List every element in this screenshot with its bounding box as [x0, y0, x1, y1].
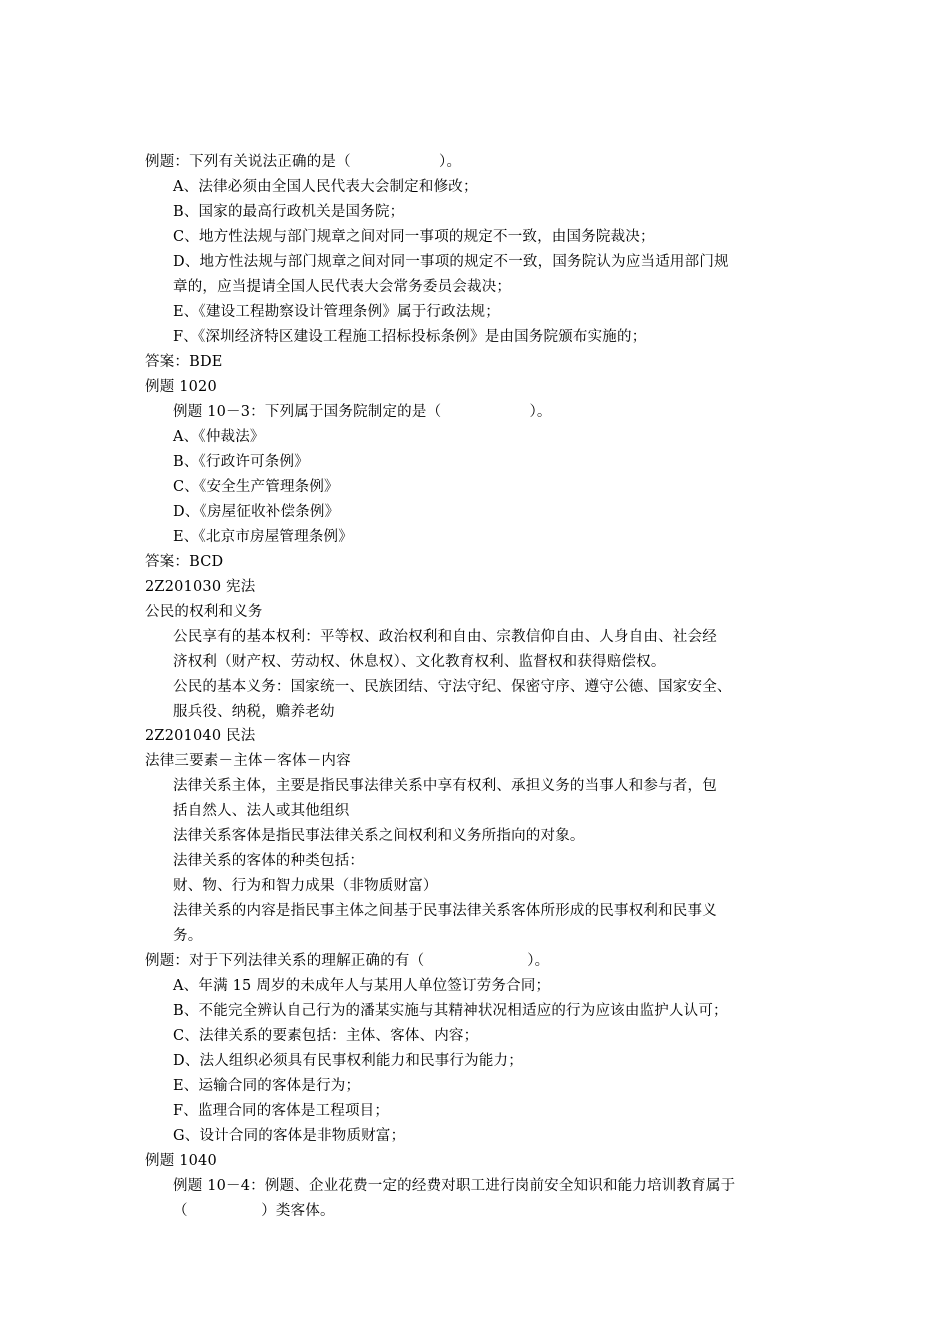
section-heading: 2Z201030 宪法 — [145, 579, 256, 595]
option-e: E、《建设工程勘察设计管理条例》属于行政法规； — [173, 304, 500, 320]
paragraph-line: 法律关系主体，主要是指民事法律关系中享有权利、承担义务的当事人和参与者，包 — [173, 778, 717, 794]
option-f: F、监理合同的客体是工程项目； — [173, 1103, 390, 1119]
paragraph-line: 法律关系的内容是指民事主体之间基于民事法律关系客体所形成的民事权利和民事义 — [173, 903, 717, 919]
paragraph-line: 财、物、行为和智力成果（非物质财富） — [173, 878, 438, 894]
option-b: B、《行政许可条例》 — [173, 454, 309, 470]
option-a: A、年满 15 周岁的未成年人与某用人单位签订劳务合同； — [173, 978, 551, 994]
question-stem: 例题 10－3：下列属于国务院制定的是（ ）。 — [173, 404, 552, 420]
paragraph-line: 公民的基本义务：国家统一、民族团结、守法守纪、保密守序、遵守公德、国家安全、 — [173, 679, 732, 695]
option-c: C、地方性法规与部门规章之间对同一事项的规定不一致，由国务院裁决； — [173, 229, 655, 245]
subsection-heading: 法律三要素－主体－客体－内容 — [145, 753, 351, 769]
option-d-continued: 章的，应当提请全国人民代表大会常务委员会裁决； — [173, 279, 512, 295]
option-d: D、法人组织必须具有民事权利能力和民事行为能力； — [173, 1053, 523, 1069]
example-heading: 例题 1020 — [145, 379, 217, 395]
question-stem: 例题 10－4：例题、企业花费一定的经费对职工进行岗前安全知识和能力培训教育属于 — [173, 1178, 736, 1194]
option-f: F、《深圳经济特区建设工程施工招标投标条例》是由国务院颁布实施的； — [173, 329, 647, 345]
option-e: E、《北京市房屋管理条例》 — [173, 529, 353, 545]
paragraph-line: 法律关系的客体的种类包括： — [173, 853, 365, 869]
option-c: C、《安全生产管理条例》 — [173, 479, 339, 495]
question-stem: 例题：下列有关说法正确的是（ ）。 — [145, 154, 462, 170]
option-c: C、法律关系的要素包括：主体、客体、内容； — [173, 1028, 479, 1044]
subsection-heading: 公民的权利和义务 — [145, 604, 263, 620]
option-g: G、设计合同的客体是非物质财富； — [173, 1128, 406, 1144]
option-a: A、法律必须由全国人民代表大会制定和修改； — [173, 179, 478, 195]
paragraph-line: 服兵役、纳税，赡养老幼 — [173, 704, 335, 720]
question-stem: 例题：对于下列法律关系的理解正确的有（ ）。 — [145, 953, 550, 969]
answer-line: 答案：BCD — [145, 554, 224, 570]
option-b: B、不能完全辨认自己行为的潘某实施与其精神状况相适应的行为应该由监护人认可； — [173, 1003, 728, 1019]
paragraph-line: 公民享有的基本权利：平等权、政治权利和自由、宗教信仰自由、人身自由、社会经 — [173, 629, 717, 645]
example-heading: 例题 1040 — [145, 1153, 217, 1169]
option-e: E、运输合同的客体是行为； — [173, 1078, 361, 1094]
paragraph-line: 括自然人、法人或其他组织 — [173, 803, 350, 819]
section-heading: 2Z201040 民法 — [145, 728, 256, 744]
option-a: A、《仲裁法》 — [173, 429, 265, 445]
option-d: D、《房屋征收补偿条例》 — [173, 504, 340, 520]
paragraph-line: 法律关系客体是指民事法律关系之间权利和义务所指向的对象。 — [173, 828, 585, 844]
answer-line: 答案：BDE — [145, 354, 223, 370]
question-stem-continued: （ ）类客体。 — [173, 1203, 335, 1219]
option-d: D、地方性法规与部门规章之间对同一事项的规定不一致，国务院认为应当适用部门规 — [173, 254, 729, 270]
paragraph-line: 务。 — [173, 928, 203, 944]
paragraph-line: 济权利（财产权、劳动权、休息权）、文化教育权利、监督权和获得赔偿权。 — [173, 654, 666, 670]
option-b: B、国家的最高行政机关是国务院； — [173, 204, 405, 220]
